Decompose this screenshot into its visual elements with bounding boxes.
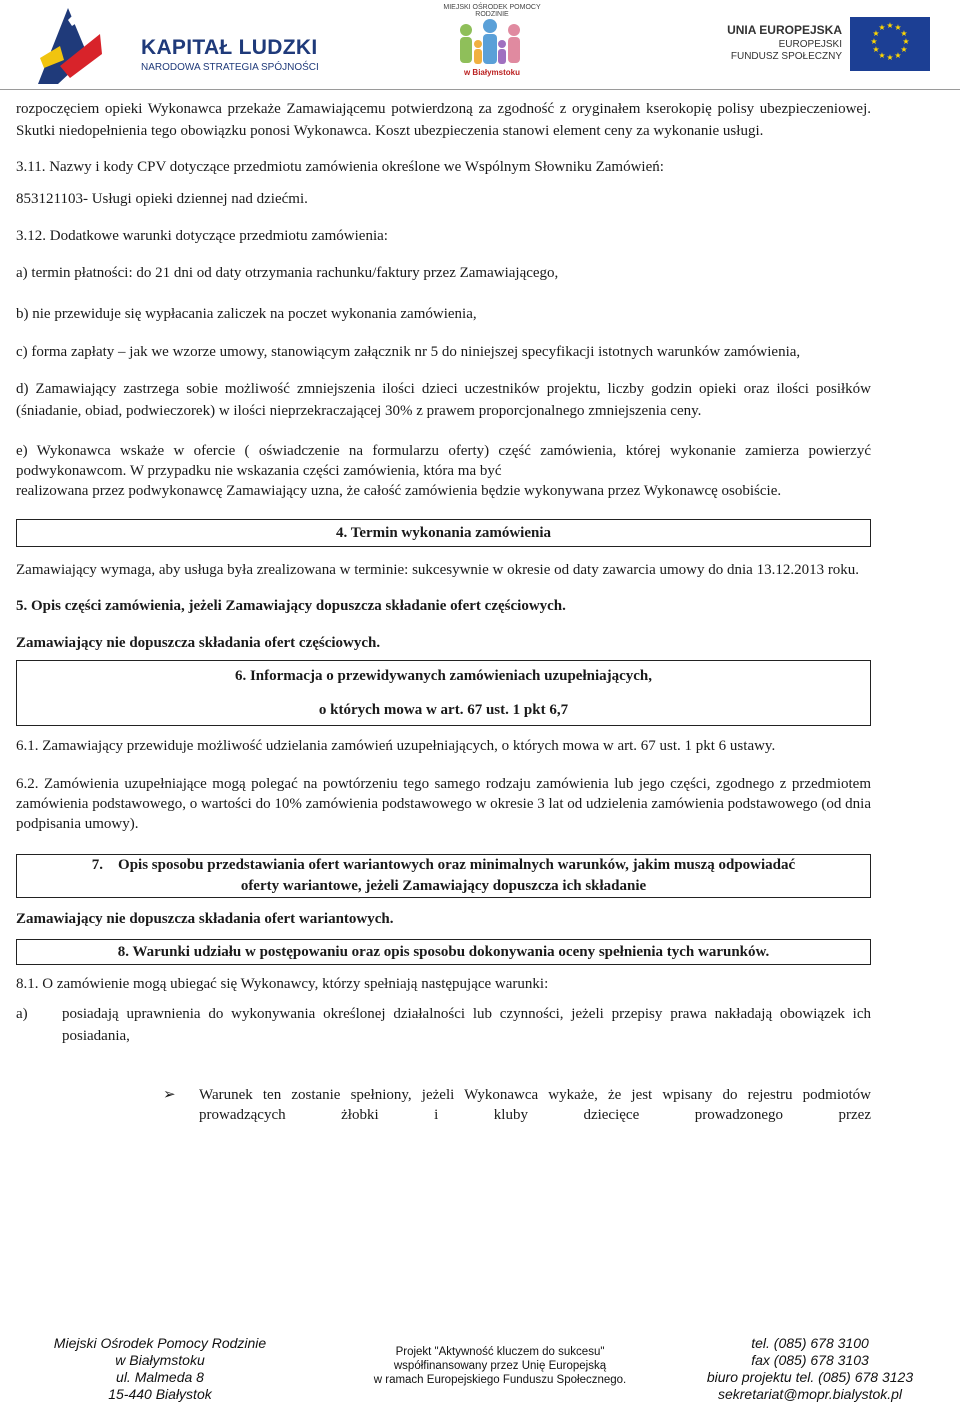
list-item-8-1-a [16,1003,871,1047]
bullet-item [163,1085,871,1125]
section-7-heading-line1 [27,855,860,876]
mopr-logo [436,4,548,86]
section-6-heading-line2: o których mowa w art. 67 ust. 1 pkt 6,7 [318,702,569,718]
mopr-logo-arc-text: MIEJSKI OŚRODEK POMOCY RODZINIE [443,4,541,18]
paragraph-3-11: 3.11. Nazwy i kody CPV dotyczące przedmiotu zamówienia określone we Wspólnym Słowniku Zamówień: [16,159,664,175]
bullet-item-text: Warunek ten zostanie spełniony, jeżeli Wykonawca wykaże, że jest wpisany do rejestru podmiotów prowadzących żłobki i kluby dziecięce prowadzonego przez [199,1087,871,1123]
paragraph-7: Zamawiający nie dopuszcza składania ofert wariantowych. [16,911,394,927]
footer-org-name: Miejski Ośrodek Pomocy Rodzinie [53,1335,267,1351]
svg-text:★: ★ [902,37,910,46]
footer-email: sekretariat@mopr.bialystok.pl [717,1386,903,1402]
footer-fax: fax (085) 678 3103 [751,1352,869,1368]
svg-text:★: ★ [900,29,908,38]
eu-fund-line2: FUNDUSZ SPOŁECZNY [730,51,842,62]
condition-d: d) Zamawiający zastrzega sobie możliwość zmniejszenia ilości dzieci uczestników projektu, liczby godzin opieki oraz ilości posiłków (śniadanie, obiad, podwieczorek) w ilości nieprzekraczającej 30% z prawem proporcjonalnego zmniejszenia ceny. [16,381,871,419]
svg-text:★: ★ [878,23,886,32]
eu-title: UNIA EUROPEJSKA [727,23,842,37]
footer-postal: 15-440 Białystok [108,1386,212,1402]
header-divider [0,89,960,90]
condition-b: b) nie przewiduje się wypłacania zaliczek na poczet wykonania zamówienia, [16,306,477,322]
paragraph-8-1: 8.1. O zamówienie mogą ubiegać się Wykonawcy, którzy spełniają następujące warunki: [16,976,549,992]
footer-fund: w ramach Europejskiego Funduszu Społecznego. [373,1374,627,1386]
footer-street: ul. Malmeda 8 [116,1369,204,1385]
eu-logo [725,17,930,73]
arrow-bullet-icon: ➢ [163,1087,176,1103]
svg-text:★: ★ [872,29,880,38]
paragraph-6-1: 6.1. Zamawiający przewiduje możliwość udzielania zamówień uzupełniających, o których mowa w art. 67 ust. 1 pkt 6 ustawy. [16,738,776,754]
mopr-logo-city: w Białymstoku [463,68,520,77]
footer-org-city: w Białymstoku [115,1352,205,1368]
footer-phone: tel. (085) 678 3100 [751,1335,869,1351]
footer-project-phone: biuro projektu tel. (085) 678 3123 [706,1369,914,1385]
svg-text:★: ★ [900,45,908,54]
svg-text:★: ★ [870,37,878,46]
svg-text:★: ★ [872,45,880,54]
condition-c: c) forma zapłaty – jak we wzorze umowy, stanowiącym załącznik nr 5 do niniejszej specyfikacji istotnych warunków zamówienia, [16,344,801,360]
page-footer [0,1325,960,1403]
svg-text:★: ★ [878,51,886,60]
svg-text:★: ★ [886,21,894,30]
eu-stars-icon [850,17,930,71]
paragraph-cpv-code: 853121103- Usługi opieki dziennej nad dziećmi. [16,191,308,207]
document-body [16,98,871,1125]
footer-address [30,1335,290,1403]
svg-text:★: ★ [886,53,894,62]
section-6-heading [16,660,871,726]
kapital-ludzki-emblem-icon [30,6,108,86]
kapital-ludzki-subtitle: NARODOWA STRATEGIA SPÓJNOŚCI [141,62,319,73]
paragraph-6-2: 6.2. Zamówienia uzupełniające mogą polegać na powtórzeniu tego samego rodzaju zamówienia lub jego części, zgodnego z przedmiotem zamówienia podstawowego, o wartości do 10% zamówienia podstawowego w okresie 3 lat od udzielenia zamówienia podstawowego (od dnia podpisania umowy). [16,776,871,832]
footer-project-name: Projekt "Aktywność kluczem do sukcesu" [395,1346,605,1358]
paragraph-4: Zamawiający wymaga, aby usługa była zrealizowana w terminie: sukcesywnie w okresie od daty zawarcia umowy do dnia 13.12.2013 roku. [16,562,860,578]
condition-e-part2: realizowana przez podwykonawcę Zamawiający uzna, że całość zamówienia będzie wykonywana przez Wykonawcę osobiście. [16,483,782,499]
section-7-heading [16,854,871,898]
section-7-number: 7. [91,857,104,873]
paragraph-5: Zamawiający nie dopuszcza składania ofert częściowych. [16,635,381,651]
paragraph-3-12: 3.12. Dodatkowe warunki dotyczące przedmiotu zamówienia: [16,228,388,244]
eu-fund-line1: EUROPEJSKI [778,39,842,50]
page-header [0,0,960,88]
footer-contacts [680,1335,940,1403]
kapital-ludzki-logo [30,6,319,86]
svg-text:★: ★ [894,23,902,32]
section-7-heading-text: Opis sposobu przedstawiania ofert wariantowych oraz minimalnych warunków, jakim muszą odpowiadać [118,857,796,873]
eu-flag [850,17,930,71]
paragraph-insurance: rozpoczęciem opieki Wykonawca przekaże Zamawiającemu potwierdzoną za zgodność z oryginałem kserokopię polisy ubezpieczeniowej. Skutki niedopełnienia tego obowiązku ponosi Wykonawca. Koszt ubezpieczenia stanowi element ceny za wykonanie usługi. [16,101,871,139]
footer-project-info [360,1345,640,1387]
section-7-heading-line2: oferty wariantowe, jeżeli Zamawiający dopuszcza ich składanie [240,878,647,894]
section-4-heading: 4. Termin wykonania zamówienia [16,519,871,547]
section-6-heading-line1: 6. Informacja o przewidywanych zamówieniach uzupełniających, [234,668,653,684]
svg-text:★: ★ [894,51,902,60]
kapital-ludzki-title: KAPITAŁ LUDZKI [141,36,318,59]
list-item-8-1-a-text: posiadają uprawnienia do wykonywania określonej działalności lub czynności, jeżeli przepisy prawa nakładają obowiązek ich posiadania, [62,1006,871,1044]
section-8-heading: 8. Warunki udziału w postępowaniu oraz opis sposobu dokonywania oceny spełnienia tych warunków. [16,939,871,965]
section-5-heading: 5. Opis części zamówienia, jeżeli Zamawiający dopuszcza składanie ofert częściowych. [16,598,566,614]
condition-e-part1: e) Wykonawca wskaże w ofercie ( oświadczenie na formularzu oferty) część zamówienia, której wykonanie zamierza powierzyć podwykonawcom. W przypadku nie wskazania części zamówienia, która ma być [16,443,871,479]
list-marker-a: a) [16,1006,28,1022]
footer-cofinanced: współfinansowany przez Unię Europejską [393,1360,607,1372]
condition-a: a) termin płatności: do 21 dni od daty otrzymania rachunku/faktury przez Zamawiającego, [16,265,559,281]
